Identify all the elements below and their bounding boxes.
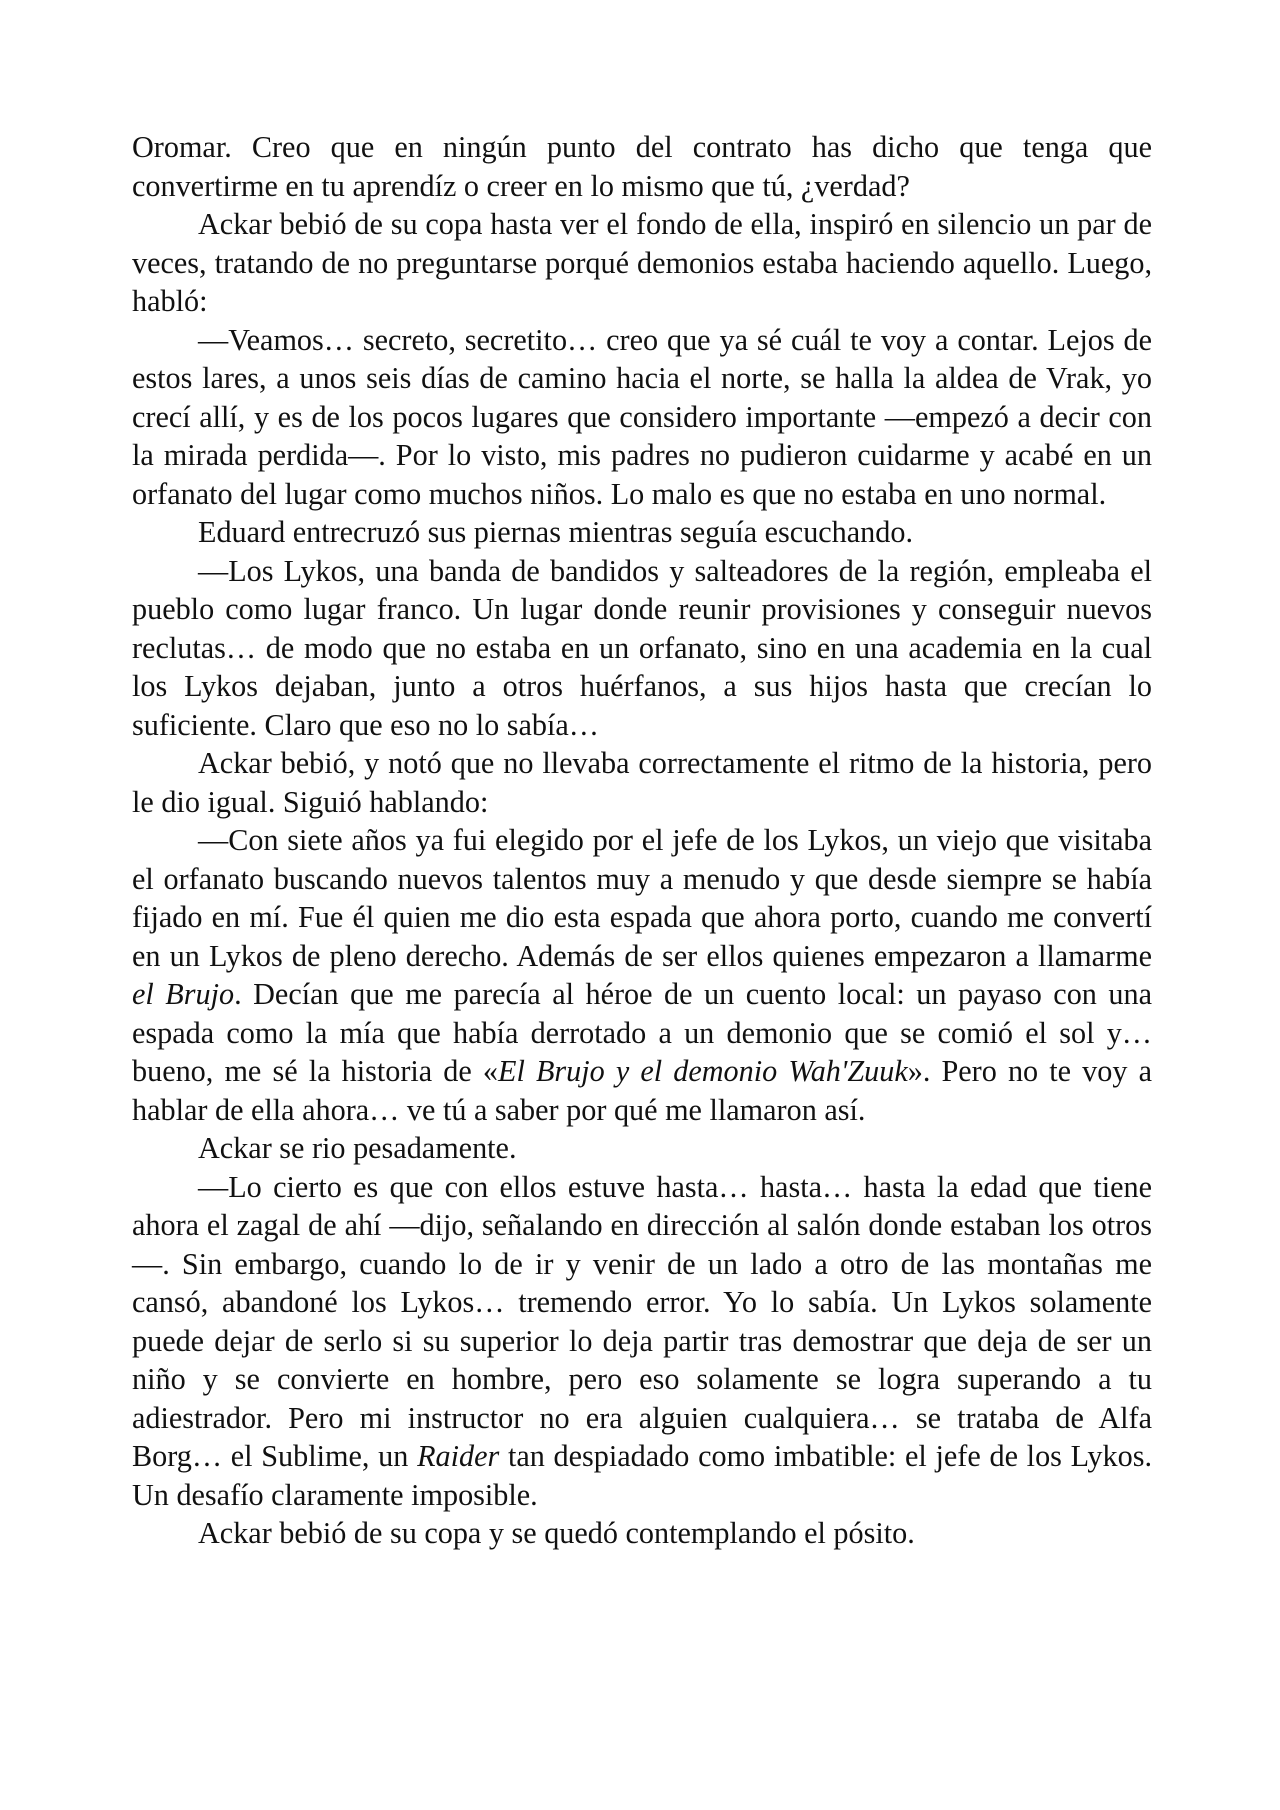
paragraph — [132, 205, 1152, 321]
italic-text-run: Raider — [417, 1439, 500, 1473]
text-run: tan despiadado como imbatible: el jefe de los Lykos. Un desafío claramente imposible. — [132, 1439, 1152, 1512]
paragraph — [132, 321, 1152, 514]
paragraph — [132, 513, 1152, 552]
paragraph — [132, 1168, 1152, 1515]
paragraph — [132, 1514, 1152, 1553]
italic-text-run: el Brujo — [132, 977, 235, 1011]
text-run: —Los Lykos, una banda de bandidos y salteadores de la región, empleaba el pueblo como lugar franco. Un lugar donde reunir provisiones y conseguir nuevos reclutas… de modo que no estaba en un orfanato, sino en una academia en la cual los Lykos dejaban, junto a otros huérfanos, a sus hijos hasta que crecían lo suficiente. Claro que eso no lo sabía… — [132, 553, 1152, 742]
text-run: —Veamos… secreto, secretito… creo que ya sé cuál te voy a contar. Lejos de estos lares, a unos seis días de camino hacia el norte, se halla la aldea de Vrak, yo crecí allí, y es de los pocos lugares que considero importante —empezó a decir con la mirada perdida—. Por lo visto, mis padres no pudieron cuidarme y acabé en un orfanato del lugar como muchos niños. Lo malo es que no estaba en uno normal. — [132, 322, 1152, 511]
text-run: —Con siete años ya fui elegido por el jefe de los Lykos, un viejo que visitaba el orfanato buscando nuevos talentos muy a menudo y que desde siempre se había fijado en mí. Fue él quien me dio esta espada que ahora porto, cuando me convertí en un Lykos de pleno derecho. Además de ser ellos quienes empezaron a llamarme — [132, 823, 1152, 973]
italic-text-run: El Brujo y el demonio Wah'Zuuk — [498, 1054, 908, 1088]
text-run: ». Pero no te voy a hablar de ella ahora… ve tú a saber por qué me llamaron así. — [132, 1054, 1152, 1127]
paragraph — [132, 821, 1152, 1129]
text-run: Ackar bebió, y notó que no llevaba correctamente el ritmo de la historia, pero le dio igual. Siguió hablando: — [132, 746, 1152, 819]
paragraph — [132, 744, 1152, 821]
paragraph — [132, 128, 1152, 205]
text-run: Ackar bebió de su copa y se quedó contemplando el pósito. — [198, 1516, 915, 1550]
text-run: Ackar se rio pesadamente. — [198, 1131, 517, 1165]
text-run: Oromar. Creo que en ningún punto del contrato has dicho que tenga que convertirme en tu aprendíz o creer en lo mismo que tú, ¿verdad? — [132, 130, 1152, 203]
text-run: Ackar bebió de su copa hasta ver el fondo de ella, inspiró en silencio un par de veces, tratando de no preguntarse porqué demonios estaba haciendo aquello. Luego, habló: — [132, 207, 1152, 318]
text-run: Eduard entrecruzó sus piernas mientras seguía escuchando. — [198, 515, 914, 549]
book-page — [132, 128, 1152, 1553]
text-run: —Lo cierto es que con ellos estuve hasta… hasta… hasta la edad que tiene ahora el zagal de ahí —dijo, señalando en dirección al salón donde estaban los otros—. Sin embargo, cuando lo de ir y venir de un lado a otro de las montañas me cansó, abandoné los Lykos… tremendo error. Yo lo sabía. Un Lykos solamente puede dejar de serlo si su superior lo deja partir tras demostrar que deja de ser un niño y se convierte en hombre, pero eso solamente se logra superando a tu adiestrador. Pero mi instructor no era alguien cualquiera… se trataba de Alfa Borg… el Sublime, un — [132, 1169, 1152, 1473]
paragraph — [132, 1129, 1152, 1168]
paragraph — [132, 552, 1152, 745]
text-run: . Decían que me parecía al héroe de un cuento local: un payaso con una espada como la mía que había derrotado a un demonio que se comió el sol y… bueno, me sé la historia de « — [132, 977, 1152, 1088]
